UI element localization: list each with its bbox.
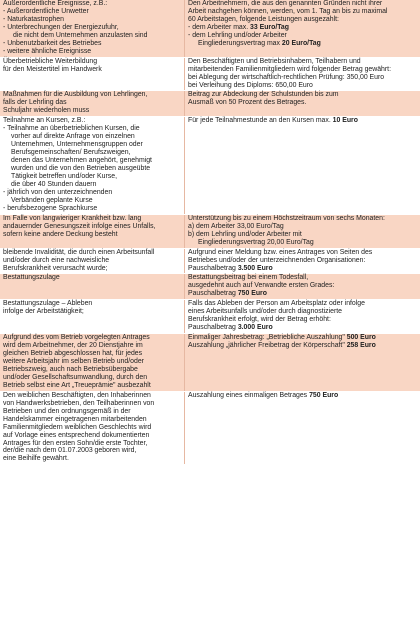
- cell-line: falls der Lehrling das: [3, 99, 67, 107]
- cell-line: Betriebes und/oder der unterzeichnenden Organisationen:: [188, 256, 366, 264]
- condition-cell: [0, 334, 185, 392]
- condition-cell: [0, 0, 185, 57]
- table-row: [0, 0, 420, 57]
- cell-line: - weitere ähnliche Ereignisse: [3, 47, 92, 55]
- cell-line: Den Arbeitnehmern, die aus den genannten Gründen nicht ihrer: [188, 0, 383, 7]
- table-row: [0, 391, 420, 465]
- condition-cell: [0, 57, 185, 91]
- table-row: [0, 214, 420, 248]
- cell-line: Pauschalbetrag 3.000 Euro: [188, 324, 273, 332]
- cell-line: weitere Arbeitsjahr im selben Betrieb und/oder: [3, 357, 144, 365]
- cell-line: - Unterbrechungen der Energiezufuhr,: [3, 23, 119, 31]
- condition-cell: [0, 274, 185, 300]
- cell-line: Den Beschäftigten und Betriebsinhabern, Teilhabern und: [188, 57, 361, 65]
- cell-line: Unterstützung bis zu einem Höchstzeitraum von sechs Monaten:: [188, 214, 385, 222]
- cell-line: bei Verleihung des Diploms: 650,00 Euro: [188, 81, 313, 89]
- cell-line: - Teilnahme an überbetrieblichen Kursen, die: [3, 125, 140, 133]
- cell-line: Antrages für den ersten Sohn/die erste Tochter,: [3, 439, 148, 447]
- table-row: [0, 334, 420, 392]
- cell-line: Pauschalbetrag 750 Euro: [188, 290, 267, 298]
- benefit-cell: [185, 300, 420, 334]
- cell-line: Eingliederungsvertrag max 20 Euro/Tag: [198, 39, 321, 47]
- cell-line: infolge der Arbeitstätigkeit;: [3, 308, 84, 316]
- cell-line: Auszahlung „jährlicher Freibetrag der Körperschaft" 258 Euro: [188, 342, 376, 350]
- cell-line: Falls das Ableben der Person am Arbeitsplatz oder infolge: [188, 300, 365, 308]
- cell-line: Auszahlung eines einmaligen Betrages 750 Euro: [188, 391, 339, 399]
- cell-line: für den Meistertitel im Handwerk: [3, 65, 102, 73]
- cell-line: von Handwerksbetrieben, den Teilhaberinnen von: [3, 399, 155, 407]
- cell-line: - jährlich von den unterzeichnenden: [3, 188, 113, 196]
- cell-line: Bestattungszulage: [3, 274, 60, 282]
- condition-cell: [0, 117, 185, 214]
- cell-line: Bestattungszulage – Ableben: [3, 300, 93, 308]
- cell-line: Berufskrankheit erfolgt, wird der Betrag erhöht:: [188, 316, 331, 324]
- cell-line: bleibende Invalidität, die durch einen Arbeitsunfall: [3, 248, 155, 256]
- amount-value: 10 Euro: [332, 117, 358, 125]
- cell-line: auf Vorlage eines entsprechend dokumentierten: [3, 431, 150, 439]
- cell-line: ausgedehnt auch auf Verwandte ersten Grades:: [188, 282, 335, 290]
- cell-line: Aufgrund des vom Betrieb vorgelegten Antrages: [3, 334, 150, 342]
- cell-line: - dem Arbeiter max. 33 Euro/Tag: [188, 23, 289, 31]
- amount-value: 750 Euro: [309, 391, 339, 399]
- cell-line: Ausmaß von 50 Prozent des Betrages.: [188, 99, 307, 107]
- cell-line: Pauschalbetrag 3.500 Euro: [188, 264, 273, 272]
- cell-line: der/die nach dem 01.07.2003 geboren wird,: [3, 447, 137, 455]
- table-row: [0, 117, 420, 214]
- amount-value: 258 Euro: [346, 342, 376, 350]
- cell-line: b) dem Lehrling und/oder Arbeiter mit: [188, 230, 302, 238]
- cell-line: Schuljahr wiederholen muss: [3, 107, 90, 115]
- condition-cell: [0, 391, 185, 465]
- cell-line: und/oder Gesellschaftsumwandlung, durch den: [3, 373, 148, 381]
- cell-line: Eingliederungsvertrag 20,00 Euro/Tag: [198, 238, 314, 246]
- cell-line: und/oder durch eine nachweisliche: [3, 256, 110, 264]
- cell-line: eine Beihilfe gewährt.: [3, 455, 69, 463]
- cell-line: Berufsgemeinschaften/ Berufszweigen,: [11, 149, 131, 157]
- cell-line: andauernder Genesungszeit infolge eines Unfalls,: [3, 222, 156, 230]
- cell-line: Maßnahmen für die Ausbildung von Lehrlingen,: [3, 91, 148, 99]
- cell-line: - Unbenutzbarkeit des Betriebes: [3, 39, 102, 47]
- cell-line: - Naturkatastrophen: [3, 15, 64, 23]
- cell-line: Betrieben und den ordnungsgemäß in der: [3, 407, 131, 415]
- condition-cell: [0, 248, 185, 274]
- cell-line: Den weiblichen Beschäftigten, den Inhaberinnen: [3, 391, 151, 399]
- cell-line: die über 40 Stunden dauern: [11, 180, 97, 188]
- cell-line: Tätigkeit betreffen und/oder Kurse,: [11, 173, 117, 181]
- table-row: [0, 91, 420, 117]
- benefit-cell: [185, 274, 420, 300]
- cell-line: Außerordentliche Ereignisse, z.B.:: [3, 0, 108, 7]
- benefit-cell: [185, 214, 420, 248]
- condition-cell: [0, 91, 185, 117]
- benefit-cell: [185, 248, 420, 274]
- table-row: [0, 248, 420, 274]
- cell-line: Für jede Teilnahmestunde an den Kursen max. 10 Euro: [188, 117, 358, 125]
- cell-line: bei Ablegung der wirtschaftlich-rechtlichen Prüfung: 350,00 Euro: [188, 73, 385, 81]
- cell-line: Unternehmen, Unternehmensgruppen oder: [11, 141, 143, 149]
- benefit-cell: [185, 117, 420, 214]
- cell-line: wird dem Arbeitnehmer, der 20 Dienstjahre im: [3, 342, 143, 350]
- cell-line: Überbetriebliche Weiterbildung: [3, 57, 98, 65]
- cell-line: Arbeit nachgehen können, werden, vom 1. Tag an bis zu maximal: [188, 7, 388, 15]
- cell-line: - Außerordentliche Unwetter: [3, 7, 89, 15]
- benefit-cell: [185, 391, 420, 465]
- benefit-cell: [185, 334, 420, 392]
- amount-value: 33 Euro/Tag: [250, 23, 289, 31]
- benefit-cell: [185, 0, 420, 57]
- condition-cell: [0, 300, 185, 334]
- cell-line: Betriebszweig, auch nach Betriebsübergabe: [3, 365, 138, 373]
- cell-line: 60 Arbeitstagen, folgende Leistungen ausgezahlt:: [188, 15, 339, 23]
- cell-line: die nicht dem Unternehmen anzulasten sind: [13, 31, 148, 39]
- table-row: [0, 57, 420, 91]
- table-row: [0, 300, 420, 334]
- cell-line: Betrieb selbst eine Art „Treueprämie" ausbezahlt: [3, 381, 151, 389]
- cell-line: eines Arbeitsunfalls und/oder durch diagnostizierte: [188, 308, 342, 316]
- cell-line: - dem Lehrling und/oder Arbeiter: [188, 31, 287, 39]
- cell-line: wurden und die von den Betrieben ausgeübte: [11, 165, 151, 173]
- cell-line: Im Falle von langwieriger Krankheit bzw. lang: [3, 214, 142, 222]
- amount-value: 3.500 Euro: [237, 264, 273, 272]
- cell-line: sofern keine andere Deckung besteht: [3, 230, 118, 238]
- cell-line: vorher auf direkte Anfrage von einzelnen: [11, 133, 135, 141]
- amount-value: 750 Euro: [237, 290, 267, 298]
- cell-line: - berufsbezogene Sprachkurse: [3, 204, 98, 212]
- cell-line: denen das Unternehmen angehört, genehmigt: [11, 157, 152, 165]
- cell-line: Familienmitgliedern weiblichen Geschlechts wird: [3, 423, 152, 431]
- amount-value: 500 Euro: [346, 334, 376, 342]
- amount-value: 20 Euro/Tag: [281, 39, 321, 47]
- cell-line: a) dem Arbeiter 33,00 Euro/Tag: [188, 222, 284, 230]
- condition-cell: [0, 214, 185, 248]
- cell-line: Berufskrankheit verursacht wurde;: [3, 264, 108, 272]
- benefit-cell: [185, 91, 420, 117]
- cell-line: Verbänden geplante Kurse: [11, 196, 93, 204]
- cell-line: Einmaliger Jahresbetrag: „Betriebliche Auszahlung" 500 Euro: [188, 334, 376, 342]
- cell-line: Bestattungsbeitrag bei einem Todesfall,: [188, 274, 309, 282]
- table-row: [0, 274, 420, 300]
- cell-line: Beitrag zur Abdeckung der Schulstunden bis zum: [188, 91, 339, 99]
- cell-line: mitarbeitenden Familienmitgliedern wird folgender Betrag gewährt:: [188, 65, 391, 73]
- cell-line: gleichen Betrieb abgeschlossen hat, für jedes: [3, 350, 143, 358]
- cell-line: Teilnahme an Kursen, z.B.:: [3, 117, 86, 125]
- amount-value: 3.000 Euro: [237, 324, 273, 332]
- cell-line: Handelskammer eingetragenen mitarbeitenden: [3, 415, 147, 423]
- cell-line: Aufgrund einer Meldung bzw. eines Antrages von Seiten des: [188, 248, 373, 256]
- benefit-cell: [185, 57, 420, 91]
